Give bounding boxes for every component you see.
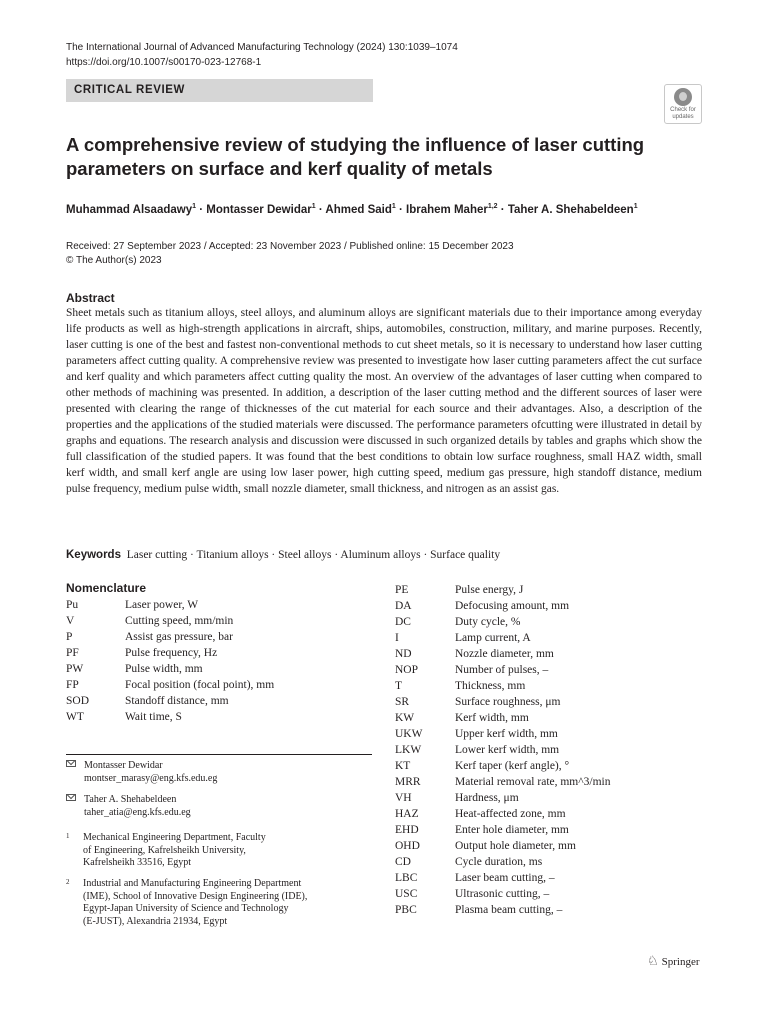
nomenclature-row (66, 629, 366, 645)
nomenclature-row (395, 886, 715, 902)
publisher-name: Springer (661, 956, 700, 968)
nomenclature-abbr: PBC (395, 904, 417, 916)
nomenclature-def: Pulse energy, J (455, 584, 524, 596)
author-name[interactable]: Ibrahem Maher (406, 204, 488, 216)
nomenclature-def: Laser power, W (125, 599, 199, 611)
nomenclature-row (395, 790, 715, 806)
nomenclature-row (66, 597, 366, 613)
nomenclature-abbr: HAZ (395, 808, 419, 820)
nomenclature-abbr: P (66, 631, 73, 643)
contact-name: Montasser Dewidar (84, 760, 163, 771)
nomenclature-abbr: DC (395, 616, 411, 628)
nomenclature-abbr: PE (395, 584, 409, 596)
nomenclature-abbr: V (66, 615, 75, 627)
nomenclature-row (395, 806, 715, 822)
nomenclature-abbr: DA (395, 600, 412, 612)
nomenclature-row (66, 661, 366, 677)
keywords-line (66, 549, 500, 561)
nomenclature-list-right (395, 582, 715, 918)
keywords-label: Keywords (66, 549, 121, 561)
nomenclature-def: Wait time, S (125, 711, 182, 723)
nomenclature-abbr: T (395, 680, 403, 692)
copyright-notice: © The Author(s) 2023 (66, 255, 162, 266)
nomenclature-row (66, 613, 366, 629)
nomenclature-abbr: Pu (66, 599, 79, 611)
envelope-icon (66, 794, 76, 801)
author-name[interactable]: Muhammad Alsaadawy (66, 204, 193, 216)
nomenclature-def: Standoff distance, mm (125, 695, 229, 707)
nomenclature-def: Assist gas pressure, bar (125, 631, 233, 643)
nomenclature-abbr: FP (66, 679, 79, 691)
footnote-divider (66, 754, 372, 755)
nomenclature-row (395, 582, 715, 598)
affiliation-text: Mechanical Engineering Department, Faculty of Engineering, Kafrelsheikh University, Kafrelsheikh 33516, Egypt (83, 832, 266, 868)
nomenclature-abbr: UKW (395, 728, 423, 740)
check-updates-icon (674, 88, 692, 106)
nomenclature-row (395, 678, 715, 694)
affiliation-number: 1 (66, 832, 70, 840)
nomenclature-abbr: ND (395, 648, 412, 660)
nomenclature-row (66, 677, 366, 693)
nomenclature-row (395, 598, 715, 614)
nomenclature-abbr: I (395, 632, 399, 644)
nomenclature-def: Plasma beam cutting, – (455, 904, 563, 916)
nomenclature-abbr: EHD (395, 824, 419, 836)
article-title: A comprehensive review of studying the influence of laser cutting parameters on surface and kerf quality of metals (66, 134, 645, 179)
author-affil-sup: 1 (391, 203, 396, 210)
nomenclature-row (66, 709, 366, 725)
nomenclature-abbr: LBC (395, 872, 418, 884)
nomenclature-row (395, 662, 715, 678)
nomenclature-row (395, 614, 715, 630)
affiliation-text: Industrial and Manufacturing Engineering Department (IME), School of Innovative Design Engineering (IDE), Egypt-Japan University of Science and Technology (E-JUST), Alexandria 21934, Egypt (83, 878, 308, 927)
nomenclature-def: Output hole diameter, mm (455, 840, 576, 852)
envelope-icon (66, 760, 76, 767)
nomenclature-row (395, 710, 715, 726)
nomenclature-abbr: KW (395, 712, 415, 724)
nomenclature-abbr: WT (66, 711, 84, 723)
author-name[interactable]: Montasser Dewidar (206, 204, 312, 216)
nomenclature-def: Material removal rate, mm^3/min (455, 776, 611, 788)
nomenclature-row (395, 694, 715, 710)
nomenclature-abbr: CD (395, 856, 411, 868)
nomenclature-def: Hardness, μm (455, 792, 519, 804)
nomenclature-row (395, 774, 715, 790)
abstract-heading: Abstract (66, 291, 115, 305)
nomenclature-abbr: OHD (395, 840, 420, 852)
nomenclature-def: Upper kerf width, mm (455, 728, 558, 740)
nomenclature-def: Focal position (focal point), mm (125, 679, 275, 691)
nomenclature-row (395, 870, 715, 886)
springer-horse-icon: ♘ (647, 953, 659, 968)
nomenclature-abbr: NOP (395, 664, 419, 676)
nomenclature-heading: Nomenclature (66, 581, 147, 595)
nomenclature-def: Laser beam cutting, – (455, 872, 555, 884)
author-name[interactable]: Taher A. Shehabeldeen (507, 204, 634, 216)
nomenclature-row (395, 822, 715, 838)
publication-dates: Received: 27 September 2023 / Accepted: 23 November 2023 / Published online: 15 December 2023 (66, 241, 514, 252)
check-for-updates-badge[interactable] (664, 84, 702, 124)
nomenclature-abbr: SR (395, 696, 410, 708)
contact-email[interactable]: montser_marasy@eng.kfs.edu.eg (84, 773, 218, 784)
contact-email[interactable]: taher_atia@eng.kfs.edu.eg (84, 807, 191, 818)
nomenclature-row (66, 693, 366, 709)
nomenclature-def: Defocusing amount, mm (455, 600, 570, 612)
nomenclature-abbr: SOD (66, 695, 90, 707)
nomenclature-abbr: PW (66, 663, 84, 675)
author-affil-sup: 1 (311, 203, 316, 210)
publisher-logo (647, 953, 700, 969)
nomenclature-abbr: LKW (395, 744, 422, 756)
nomenclature-def: Kerf taper (kerf angle), ° (455, 760, 570, 772)
nomenclature-row (395, 902, 715, 918)
affiliation-number: 2 (66, 878, 70, 886)
nomenclature-def: Number of pulses, – (455, 664, 549, 676)
nomenclature-def: Lamp current, A (455, 632, 531, 644)
journal-citation: The International Journal of Advanced Manufacturing Technology (2024) 130:1039–1074 (66, 42, 458, 53)
nomenclature-def: Cycle duration, ms (455, 856, 543, 868)
nomenclature-abbr: PF (66, 647, 79, 659)
nomenclature-def: Nozzle diameter, mm (455, 648, 554, 660)
nomenclature-row (66, 645, 366, 661)
abstract-text: Sheet metals such as titanium alloys, steel alloys, and aluminum alloys are significant materials due to their importance among everyday life products as well as high-strength applications in aircraft, ships, automobiles, construction, military, and marine purposes. Recently, laser cutting is one of the best and fastest non-conventional methods to cut sheet metals, so it is necessary to understand how laser cutting parameters affect cutting quality. A comprehensive review was presented to investigate how laser cutting parameters affect the cut surface and kerf quality and which parameters affect cutting quality the most. An overview of the advantages of laser cutting when compared to other methods of machining was presented. In addition, a description of the laser cutting method and the different sources of laser were presented with clearing the range of thicknesses of the cut material for each source and their advantages. Also, a description of the properties and the applications of the studied materials were discussed. The performance parameters ofcutting were illustrated in detail by graphs and equations. The research analysis and discussion were discussed in such organized details by tables and graphs which show the full classification of the studied papers. It was found that the best conditions to obtain low surface roughness, small HAZ width, small kerf width, and small kerf angle are using low laser power, high cutting speed, medium gas pressure, high standoff distance, medium pulse frequency, medium pulse width, small nozzle diameter, small thickness, and nitrogen as an assist gas. (66, 307, 702, 495)
nomenclature-row (395, 630, 715, 646)
nomenclature-abbr: USC (395, 888, 418, 900)
nomenclature-def: Pulse width, mm (125, 663, 203, 675)
nomenclature-row (395, 838, 715, 854)
nomenclature-row (395, 726, 715, 742)
contact-name: Taher A. Shehabeldeen (84, 794, 177, 805)
keywords-text: Laser cutting · Titanium alloys · Steel alloys · Aluminum alloys · Surface quality (126, 549, 501, 561)
author-affil-sup: 1,2 (487, 203, 498, 210)
nomenclature-def: Cutting speed, mm/min (125, 615, 234, 627)
nomenclature-def: Duty cycle, % (455, 616, 521, 628)
nomenclature-abbr: MRR (395, 776, 421, 788)
nomenclature-def: Kerf width, mm (455, 712, 529, 724)
nomenclature-def: Ultrasonic cutting, – (455, 888, 550, 900)
nomenclature-list-left (66, 597, 366, 725)
nomenclature-row (395, 646, 715, 662)
nomenclature-def: Surface roughness, μm (455, 696, 561, 708)
check-updates-line2: updates (672, 113, 694, 120)
author-affil-sup: 1 (633, 203, 638, 210)
nomenclature-def: Thickness, mm (455, 680, 526, 692)
author-name[interactable]: Ahmed Said (325, 204, 392, 216)
nomenclature-abbr: KT (395, 760, 411, 772)
nomenclature-abbr: VH (395, 792, 412, 804)
nomenclature-def: Enter hole diameter, mm (455, 824, 569, 836)
author-list: Muhammad Alsaadawy$^1$ · Montasser Dewidar$^1$ · Ahmed Said$^1$ · Ibrahem Maher$^{1,2}$ · Taher A. Shehabeldeen$^1$ (66, 203, 638, 216)
article-type-banner: CRITICAL REVIEW (66, 79, 373, 102)
nomenclature-row (395, 742, 715, 758)
nomenclature-def: Lower kerf width, mm (455, 744, 560, 756)
nomenclature-def: Heat-affected zone, mm (455, 808, 566, 820)
author-affil-sup: 1 (192, 203, 197, 210)
nomenclature-row (395, 758, 715, 774)
nomenclature-row (395, 854, 715, 870)
doi-link[interactable]: https://doi.org/10.1007/s00170-023-12768-1 (66, 57, 262, 68)
nomenclature-def: Pulse frequency, Hz (125, 647, 218, 659)
check-updates-line1: Check for (670, 107, 696, 113)
